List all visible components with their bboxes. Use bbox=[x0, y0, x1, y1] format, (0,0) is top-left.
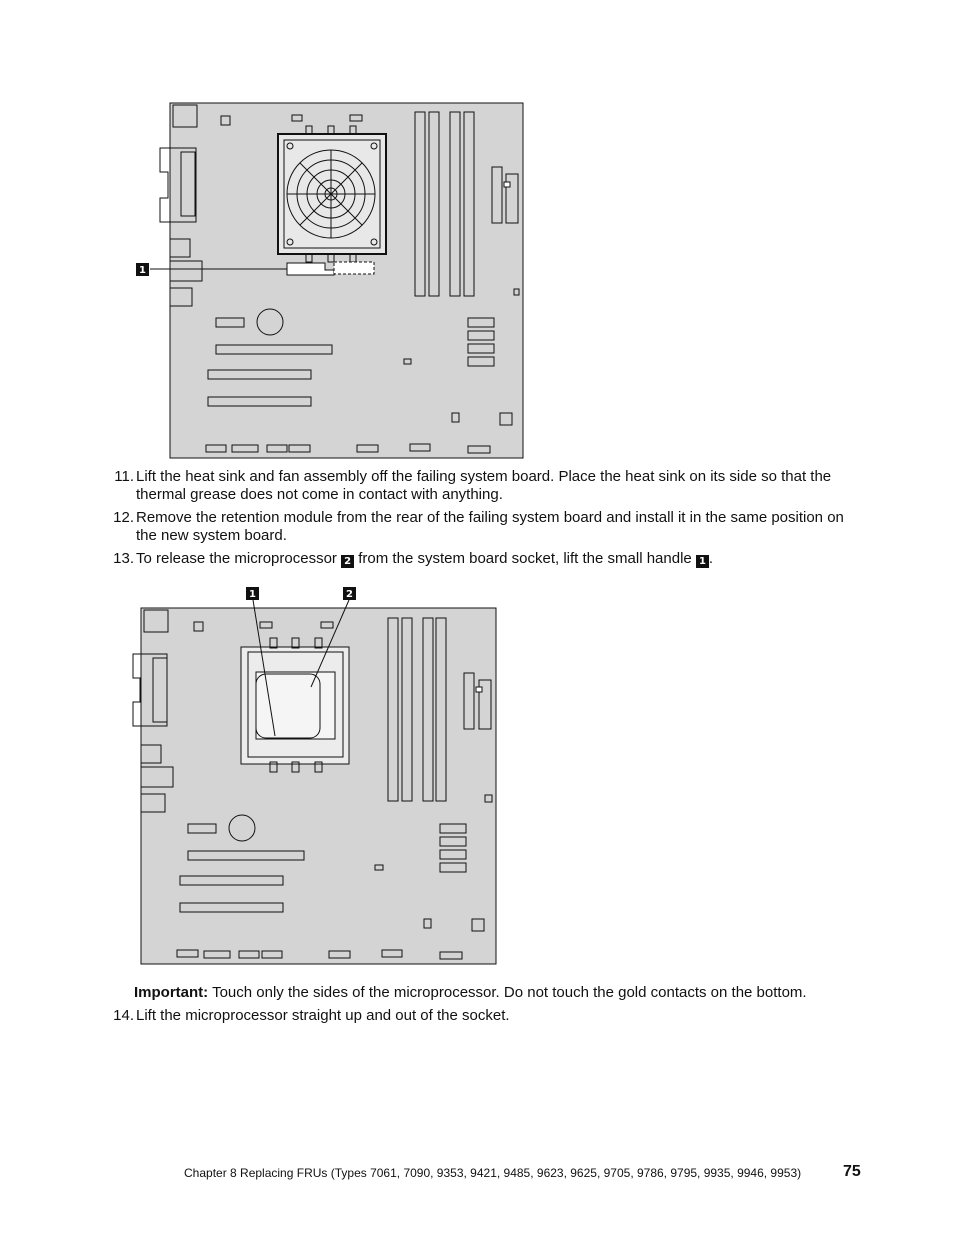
step-text bbox=[134, 550, 866, 568]
step-number: 12. bbox=[113, 509, 134, 526]
footer-chapter: Chapter 8 Replacing FRUs (Types 7061, 7090, 9353, 9421, 9485, 9623, 9625, 9705, 9786, 9795, 9935, 9946, 9953) bbox=[184, 1166, 802, 1180]
step-number: 13. bbox=[113, 550, 134, 567]
step-13 bbox=[106, 550, 866, 568]
step-number: 11. bbox=[114, 468, 134, 485]
important-text: Touch only the sides of the microprocessor. Do not touch the gold contacts on the bottom. bbox=[208, 984, 807, 1001]
step-11 bbox=[106, 468, 866, 504]
callout-1-label: 1 bbox=[249, 589, 256, 600]
step-text-part: To release the microprocessor bbox=[136, 550, 342, 567]
page-number: 75 bbox=[843, 1163, 861, 1180]
step-number: 14. bbox=[113, 1007, 134, 1024]
figure-heatsink-removal bbox=[130, 100, 530, 462]
step-14 bbox=[106, 1007, 866, 1025]
important-label: Important: bbox=[134, 984, 209, 1001]
step-text: Remove the retention module from the rear of the failing system board and install it in the same position on the new system board. bbox=[136, 509, 844, 544]
callout-1-badge: 1 bbox=[696, 555, 709, 568]
important-note bbox=[134, 984, 894, 1002]
step-12 bbox=[106, 509, 866, 545]
step-text: Lift the microprocessor straight up and out of the socket. bbox=[136, 1007, 510, 1024]
callout-1-label: 1 bbox=[139, 265, 146, 276]
callout-2-badge: 2 bbox=[341, 555, 354, 568]
step-text: Lift the heat sink and fan assembly off the failing system board. Place the heat sink on its side so that the thermal grease does not come in contact with anything. bbox=[136, 468, 832, 503]
callout-2-label: 2 bbox=[346, 589, 353, 600]
figure-microprocessor-socket bbox=[130, 584, 502, 969]
step-text-part: from the system board socket, lift the small handle bbox=[354, 550, 696, 567]
step-text-part: . bbox=[708, 550, 714, 567]
